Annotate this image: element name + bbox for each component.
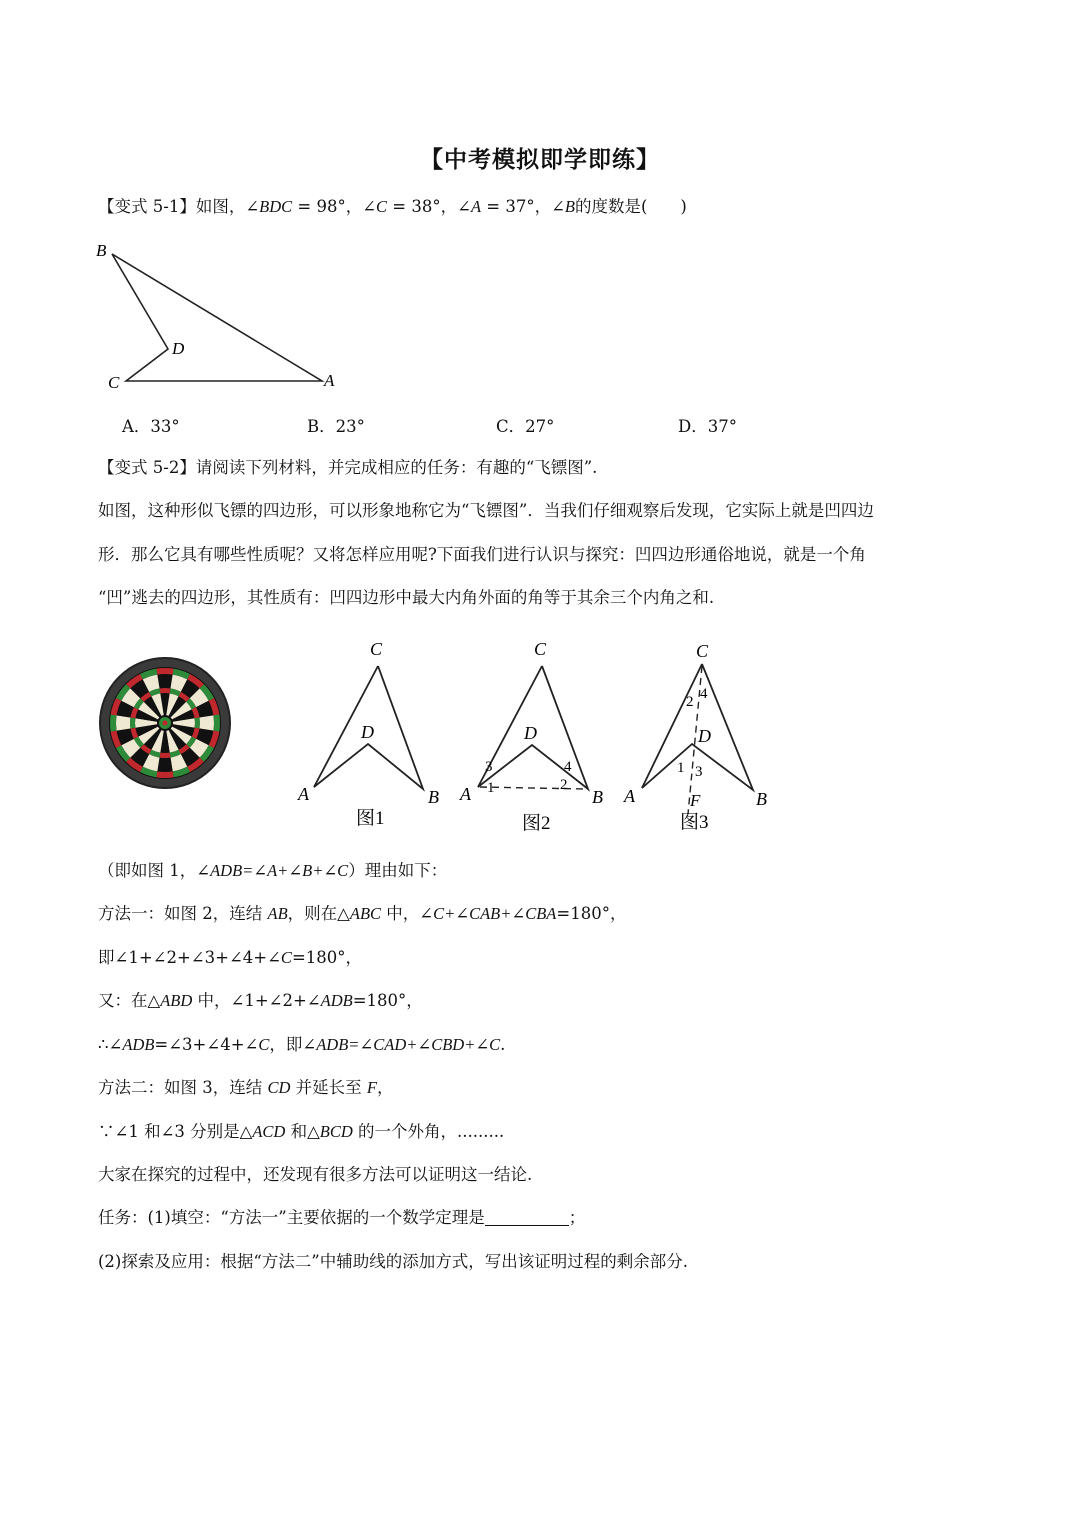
proof-line-2-math-1: AB bbox=[267, 904, 288, 923]
fig2-angle-2: 2 bbox=[560, 777, 568, 793]
q1-figure bbox=[90, 232, 350, 397]
proof-line-4-c: =180°， bbox=[352, 991, 423, 1010]
proof-line-6-a: 方法二：如图 3，连结 bbox=[98, 1078, 268, 1097]
proof-line-1-b: ）理由如下： bbox=[348, 861, 448, 880]
fig3-label-a: A bbox=[624, 786, 635, 806]
proof-line-5-b: =∠3+∠4+ bbox=[154, 1035, 245, 1054]
proof-line-3-a: 即∠1+∠2+∠3+∠4+ bbox=[98, 948, 268, 967]
task-1-tail: ； bbox=[568, 1208, 586, 1227]
fig2-angle-3: 3 bbox=[485, 759, 493, 775]
figure-3 bbox=[618, 632, 780, 837]
q1-value-c: = 38°， bbox=[387, 197, 458, 216]
fig3-label-d: D bbox=[698, 726, 711, 746]
proof-line-4 bbox=[98, 989, 423, 1013]
q1-tail: 的度数是( ) bbox=[575, 197, 687, 216]
q1-label-a: A bbox=[324, 371, 335, 390]
fig2-label-a: A bbox=[460, 784, 471, 804]
figure-2 bbox=[456, 632, 616, 837]
q1-quadrilateral bbox=[112, 254, 322, 381]
proof-line-1-math: ∠ADB=∠A+∠B+∠C bbox=[196, 861, 349, 880]
q1-option-d[interactable]: D．37° bbox=[678, 417, 737, 436]
proof-line-6 bbox=[98, 1076, 394, 1100]
q1-value-bdc: = 98°， bbox=[292, 197, 363, 216]
q2-paragraph-line-2: 形．那么它具有哪些性质呢？又将怎样应用呢?下面我们进行认识与探究：凹四边形通俗地说，就是一个角 bbox=[98, 545, 866, 564]
fig1-caption: 图1 bbox=[356, 808, 385, 829]
task-1-text: 任务：(1)填空：“方法一”主要依据的一个数学定理是 bbox=[98, 1208, 485, 1227]
fig2-label-d: D bbox=[524, 723, 537, 743]
proof-line-1-a: （即如图 1， bbox=[98, 861, 197, 880]
fig3-angle-1: 1 bbox=[677, 760, 685, 776]
proof-line-4-b: 中，∠1+∠2+ bbox=[192, 991, 307, 1010]
proof-line-7-c: 的一个外角，......... bbox=[352, 1122, 505, 1141]
q1-question bbox=[98, 195, 687, 219]
proof-line-7-a: ∵∠1 和∠3 分别是△ bbox=[98, 1122, 253, 1141]
page-title: 【中考模拟即学即练】 bbox=[420, 147, 660, 173]
q1-value-a: = 37°， bbox=[481, 197, 552, 216]
fig3-label-c: C bbox=[696, 641, 709, 661]
proof-line-5 bbox=[98, 1033, 505, 1057]
fig3-label-b: B bbox=[756, 789, 767, 809]
fig1-label-d: D bbox=[361, 722, 374, 742]
proof-line-5-a: ∴ bbox=[98, 1035, 109, 1054]
proof-line-7-math-2: BCD bbox=[319, 1122, 353, 1141]
fig2-caption: 图2 bbox=[522, 813, 551, 834]
q1-option-c[interactable]: C．27° bbox=[496, 417, 555, 436]
proof-line-7-b: 和△ bbox=[285, 1122, 320, 1141]
proof-line-6-math-1: CD bbox=[267, 1078, 291, 1097]
q2-paragraph-line-1: 如图，这种形似飞镖的四边形，可以形象地称它为“飞镖图”．当我们仔细观察后发现，它实际上就是凹四边 bbox=[98, 501, 874, 520]
proof-line-2-math-2: ABC bbox=[349, 904, 382, 923]
proof-line-2-b: ，则在△ bbox=[287, 904, 350, 923]
proof-line-5-d: . bbox=[500, 1035, 506, 1054]
fig2-label-b: B bbox=[592, 787, 603, 807]
proof-line-4-math-1: ABD bbox=[160, 991, 193, 1010]
proof-line-3 bbox=[98, 946, 362, 970]
proof-line-6-c: ， bbox=[377, 1078, 394, 1097]
fig2-angle-4: 4 bbox=[564, 759, 572, 775]
q1-angle-b: ∠B bbox=[551, 197, 575, 216]
proof-line-2-c: 中， bbox=[381, 904, 420, 923]
task-2: (2)探索及应用：根据“方法二”中辅助线的添加方式，写出该证明过程的剩余部分. bbox=[98, 1252, 688, 1271]
proof-line-5-math-1: ∠ADB bbox=[108, 1035, 155, 1054]
q2-intro: 【变式 5-2】请阅读下列材料，并完成相应的任务：有趣的“飞镖图”. bbox=[98, 458, 598, 477]
fig1-label-b: B bbox=[428, 787, 439, 807]
q1-angle-bdc: ∠BDC bbox=[245, 197, 293, 216]
q1-angle-a: ∠A bbox=[457, 197, 482, 216]
fig2-angle-1: 1 bbox=[487, 780, 495, 796]
dartboard-image bbox=[98, 656, 232, 790]
task-1 bbox=[98, 1206, 585, 1230]
proof-line-5-math-3: ∠ADB=∠CAD+∠CBD+∠C bbox=[302, 1035, 501, 1054]
proof-line-5-math-2: ∠C bbox=[244, 1035, 270, 1054]
proof-line-8: 大家在探究的过程中，还发现有很多方法可以证明这一结论. bbox=[98, 1165, 533, 1184]
q2-paragraph-line-3: “凹”逃去的四边形，其性质有：凹四边形中最大内角外面的角等于其余三个内角之和. bbox=[98, 588, 715, 607]
proof-line-2 bbox=[98, 902, 626, 926]
fig3-angle-4: 4 bbox=[700, 686, 708, 702]
proof-line-3-math: ∠C bbox=[267, 948, 292, 967]
proof-line-1 bbox=[98, 859, 447, 883]
proof-line-3-b: =180°， bbox=[291, 948, 363, 967]
q1-label-d: D bbox=[172, 339, 185, 358]
q1-lead: 【变式 5-1】如图， bbox=[98, 197, 246, 216]
proof-line-2-a: 方法一：如图 2，连结 bbox=[98, 904, 268, 923]
fig1-label-c: C bbox=[370, 639, 383, 659]
fig3-angle-2: 2 bbox=[686, 694, 694, 710]
proof-line-4-a: 又：在△ bbox=[98, 991, 161, 1010]
proof-line-6-b: 并延长至 bbox=[290, 1078, 367, 1097]
q1-label-b: B bbox=[96, 241, 107, 260]
q1-angle-c: ∠C bbox=[362, 197, 388, 216]
figure-1 bbox=[292, 632, 452, 832]
fig3-angle-3: 3 bbox=[695, 764, 703, 780]
fig2-label-c: C bbox=[534, 639, 547, 659]
fig3-caption: 图3 bbox=[680, 812, 709, 833]
task-1-answer-blank[interactable] bbox=[485, 1207, 569, 1226]
proof-line-2-d: =180°， bbox=[556, 904, 627, 923]
proof-line-5-c: ，即 bbox=[269, 1035, 303, 1054]
proof-line-7 bbox=[98, 1120, 504, 1144]
proof-line-6-math-2: F bbox=[366, 1078, 378, 1097]
fig3-label-f: F bbox=[690, 791, 701, 810]
proof-line-2-math-3: ∠C+∠CAB+∠CBA bbox=[419, 904, 557, 923]
q1-option-b[interactable]: B．23° bbox=[307, 417, 365, 436]
fig2-dashed-ab bbox=[480, 787, 586, 789]
q1-label-c: C bbox=[108, 373, 120, 392]
fig1-label-a: A bbox=[298, 784, 309, 804]
q1-option-a[interactable]: A．33° bbox=[122, 417, 180, 436]
proof-line-4-math-2: ∠ADB bbox=[306, 991, 353, 1010]
proof-line-7-math-1: ACD bbox=[252, 1122, 286, 1141]
